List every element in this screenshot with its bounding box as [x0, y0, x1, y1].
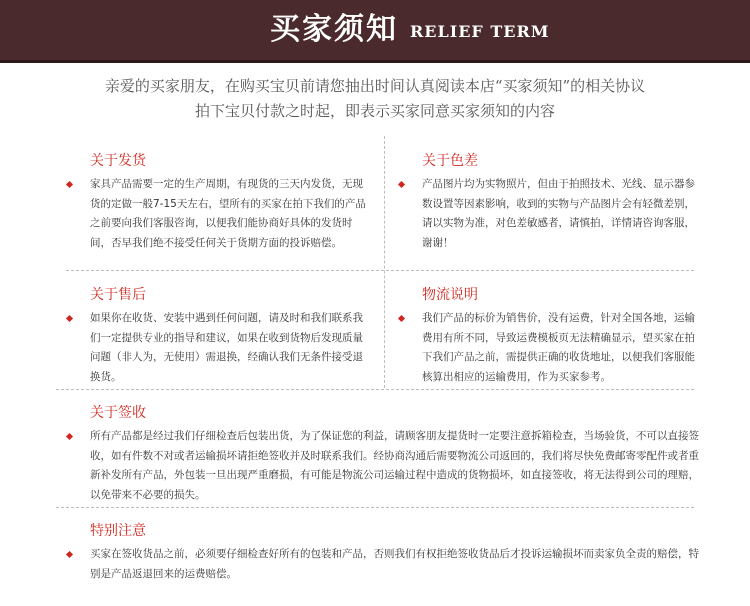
- section-title: 物流说明: [422, 287, 478, 303]
- section-body: 产品图片均为实物照片，但由于拍照技术、光线、显示器参数设置等因素影响，收到的实物与产品图片会有轻微差别，请以实物为准，对色差敏感者，请慎拍，详情请咨询客服，谢谢！: [422, 178, 695, 249]
- diamond-bullet-icon: [66, 181, 74, 189]
- divider: [56, 389, 694, 390]
- section-body: 如果你在收货、安装中遇到任何问题，请及时和我们联系我们一定提供专业的指导和建议，如果在收到货物后发现质量问题（非人为，无使用）需退换，经确认我们无条件接受退换货。: [90, 312, 363, 383]
- section-receiving: [66, 404, 699, 504]
- diamond-bullet-icon: [66, 433, 74, 441]
- section-body: 买家在签收货品之前，必须要仔细检查好所有的包装和产品，否则我们有权拒绝签收货品后才投诉运输损坏而卖家负全责的赔偿，特别是产品返退回来的运费赔偿。: [90, 548, 699, 580]
- banner-title: 买家须知: [270, 12, 398, 47]
- section-after-sales: [66, 286, 366, 386]
- section-title: 关于发货: [90, 153, 146, 169]
- section-title: 特别注意: [90, 523, 146, 539]
- section-title: 关于色差: [422, 153, 478, 169]
- header-banner: [0, 0, 750, 63]
- diamond-bullet-icon: [66, 315, 74, 323]
- section-title: 关于签收: [90, 405, 146, 421]
- section-title: 关于售后: [90, 287, 146, 303]
- diamond-bullet-icon: [66, 551, 74, 559]
- divider: [66, 270, 694, 271]
- intro-line-1: 亲爱的买家朋友，在购买宝贝前请您抽出时间认真阅读本店“买家须知”的相关协议: [104, 77, 646, 95]
- section-body: 我们产品的标价为销售价，没有运费，针对全国各地，运输费用有所不同，导致运费模板页无法精确显示，望买家在拍下我们产品之前，需提供正确的收货地址，以便我们客服能核算出相应的运输费用，作为买家参考。: [422, 312, 695, 383]
- section-logistics: [398, 286, 698, 386]
- section-special: [66, 522, 699, 592]
- section-color: [398, 152, 698, 262]
- section-shipping: [66, 152, 366, 262]
- intro-line-2: 拍下宝贝付款之时起，即表示买家同意买家须知的内容: [194, 102, 555, 120]
- diamond-bullet-icon: [398, 315, 406, 323]
- vertical-divider: [384, 136, 385, 388]
- diamond-bullet-icon: [398, 181, 406, 189]
- divider: [56, 507, 694, 508]
- section-body: 所有产品都是经过我们仔细检查后包装出货，为了保证您的利益，请顾客朋友提货时一定要注意拆箱检查，当场验货，不可以直接签收，如有件数不对或者运输损坏请拒绝签收并及时联系我们。经协商沟通后需要物流公司返回的，我们将尽快免费邮寄零配件或者重新补发所有产品，外包装一旦出现严重磨损，有可能是物流公司运输过程中造成的货物损坏，如直接签收，将无法得到公司的理赔，以免带来不必要的损失。: [90, 430, 699, 501]
- section-body: 家具产品需要一定的生产周期，有现货的三天内发货，无现货的定做一般7-15天左右，望所有的买家在拍下我们的产品之前要向我们客服咨询，以便我们能协商好具体的发货时间，否早我们绝不接受任何关于货期方面的投诉赔偿。: [90, 178, 366, 249]
- banner-subtitle: RELIEF TERM: [410, 22, 550, 41]
- intro-text: [0, 74, 750, 124]
